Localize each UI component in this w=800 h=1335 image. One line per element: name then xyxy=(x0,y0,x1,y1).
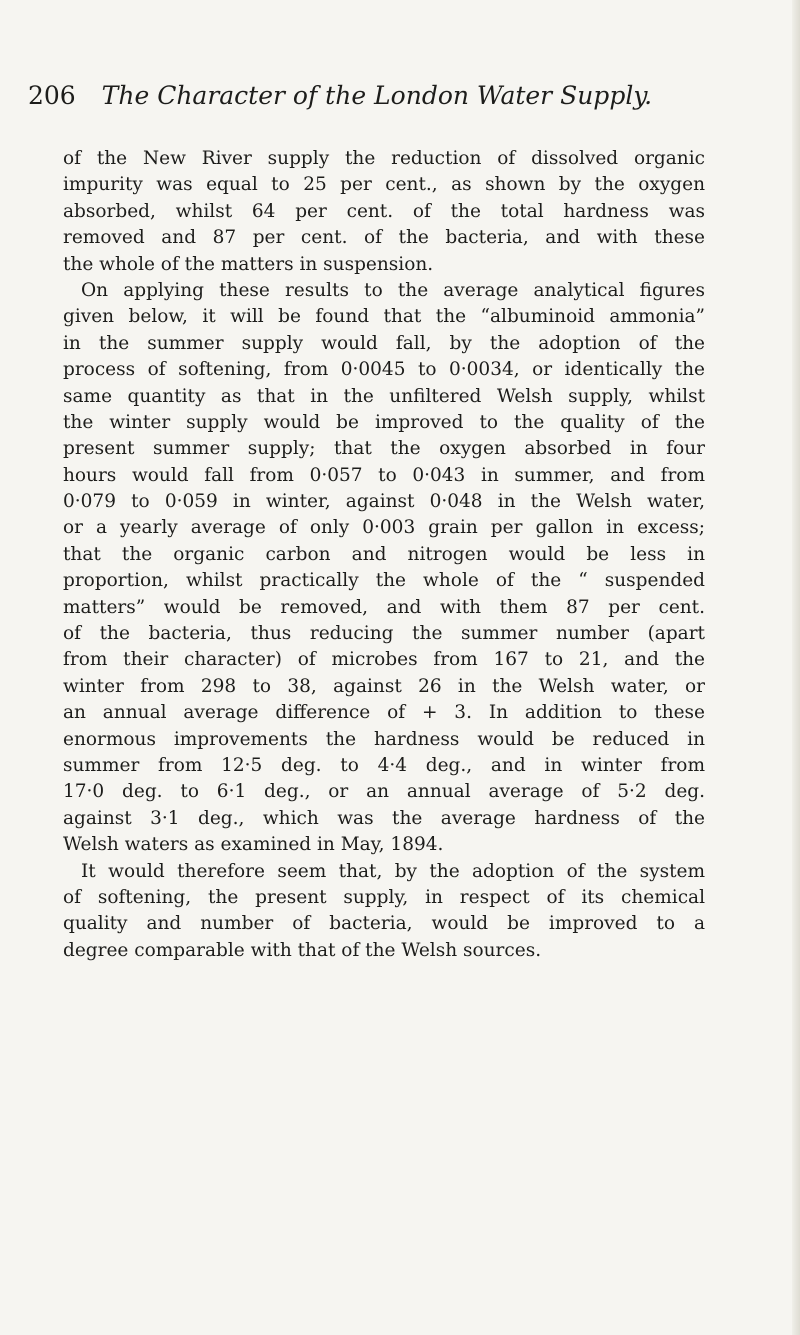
text-line: of the bacteria, thus reducing the summer number (apart xyxy=(63,623,705,645)
text-line: 0·079 to 0·059 in winter, against 0·048 in the Welsh water, xyxy=(63,491,705,513)
text-line: summer from 12·5 deg. to 4·4 deg., and in winter from xyxy=(63,754,705,776)
text-line: winter from 298 to 38, against 26 in the Welsh water, or xyxy=(63,675,705,697)
text-line: the winter supply would be improved to the quality of the xyxy=(63,411,705,433)
text-line: of the New River supply the reduction of dissolved organic xyxy=(63,148,705,169)
page-edge-shadow xyxy=(792,0,800,1335)
text-line: degree comparable with that of the Welsh sources. xyxy=(63,939,542,961)
page-number: 206 xyxy=(28,81,76,110)
text-line: same quantity as that in the unfiltered Welsh supply, whilst xyxy=(63,385,705,407)
text-line: given below, it will be found that the “albuminoid ammonia” xyxy=(63,306,705,328)
text-line: or a yearly average of only 0·003 grain per gallon in excess; xyxy=(63,517,705,539)
text-line: of softening, the present supply, in respect of its chemical xyxy=(63,886,705,908)
text-line: impurity was equal to 25 per cent., as shown by the oxygen xyxy=(63,174,705,196)
text-line: an annual average difference of + 3. In addition to these xyxy=(63,702,705,724)
text-line: the whole of the matters in suspension. xyxy=(63,253,434,275)
text-line: against 3·1 deg., which was the average hardness of the xyxy=(63,807,705,829)
text-line: absorbed, whilst 64 per cent. of the total hardness was xyxy=(63,200,705,222)
running-title: The Character of the London Water Supply. xyxy=(101,81,653,110)
text-line: process of softening, from 0·0045 to 0·0034, or identically the xyxy=(63,359,705,381)
text-line: matters” would be removed, and with them 87 per cent. xyxy=(63,596,705,618)
body-text xyxy=(63,146,705,964)
text-line: 17·0 deg. to 6·1 deg., or an annual average of 5·2 deg. xyxy=(63,781,705,803)
text-line: removed and 87 per cent. of the bacteria, and with these xyxy=(63,227,705,249)
text-line: Welsh waters as examined in May, 1894. xyxy=(63,834,444,856)
text-line: enormous improvements the hardness would be reduced in xyxy=(63,728,705,750)
text-line: from their character) of microbes from 167 to 21, and the xyxy=(63,649,705,671)
text-line: It would therefore seem that, by the adoption of the system xyxy=(81,860,705,882)
text-line: On applying these results to the average analytical figures xyxy=(81,279,705,301)
text-line: in the summer supply would fall, by the adoption of the xyxy=(63,332,705,354)
text-line: hours would fall from 0·057 to 0·043 in summer, and from xyxy=(63,464,705,486)
paragraph xyxy=(63,278,705,859)
text-line: quality and number of bacteria, would be improved to a xyxy=(63,913,705,935)
paragraph xyxy=(63,859,705,965)
running-head xyxy=(28,76,728,116)
text-line: present summer supply; that the oxygen absorbed in four xyxy=(63,438,705,460)
paragraph xyxy=(63,146,705,278)
text-line: that the organic carbon and nitrogen would be less in xyxy=(63,543,705,565)
text-line: proportion, whilst practically the whole of the “ suspended xyxy=(63,570,705,592)
